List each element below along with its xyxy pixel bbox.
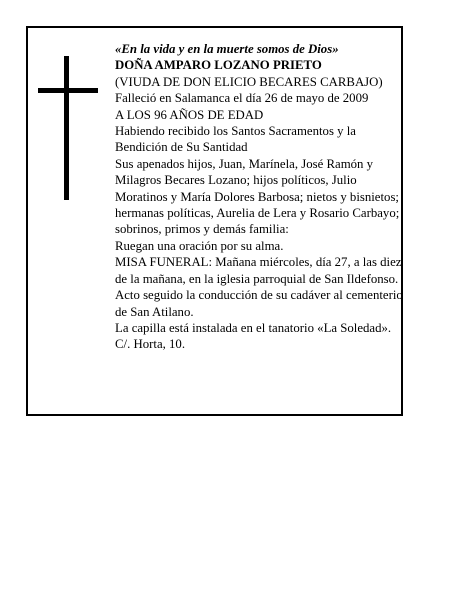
- notice-text: [115, 41, 405, 353]
- chapel-info: La capilla está instalada en el tanatorio «La Soledad».: [115, 320, 392, 335]
- sacraments-paragraph: Habiendo recibido los Santos Sacramentos y la Bendición de Su Santidad: [115, 124, 356, 155]
- obituary-notice: [26, 26, 403, 416]
- death-date: Falleció en Salamanca el día 26 de mayo de 2009: [115, 91, 369, 106]
- funeral-mass: MISA FUNERAL: Mañana miércoles, día 27, a las diez de la mañana, en la iglesia parroquial de San Ildefonso.: [115, 255, 402, 286]
- burial-info: Acto seguido la conducción de su cadáver al cementerio de San Atilano.: [115, 288, 403, 319]
- age: A LOS 96 AÑOS DE EDAD: [115, 107, 264, 122]
- chapel-address: C/. Horta, 10.: [115, 337, 186, 352]
- cross-icon: [38, 56, 98, 200]
- prayer-request: Ruegan una oración por su alma.: [115, 238, 284, 253]
- motto: «En la vida y en la muerte somos de Dios»: [115, 42, 339, 56]
- widow-of: (VIUDA DE DON ELICIO BECARES CARBAJO): [115, 74, 383, 89]
- deceased-name: DOÑA AMPARO LOZANO PRIETO: [115, 58, 322, 73]
- family-paragraph: Sus apenados hijos, Juan, Marínela, José Ramón y Milagros Becares Lozano; hijos políticos, Julio Moratinos y María Dolores Barbosa; nietos y bisnietos; hermanas políticas, Aurelia de Lera y Rosario Carbayo; sobrinos, primos y demás familia:: [115, 156, 400, 237]
